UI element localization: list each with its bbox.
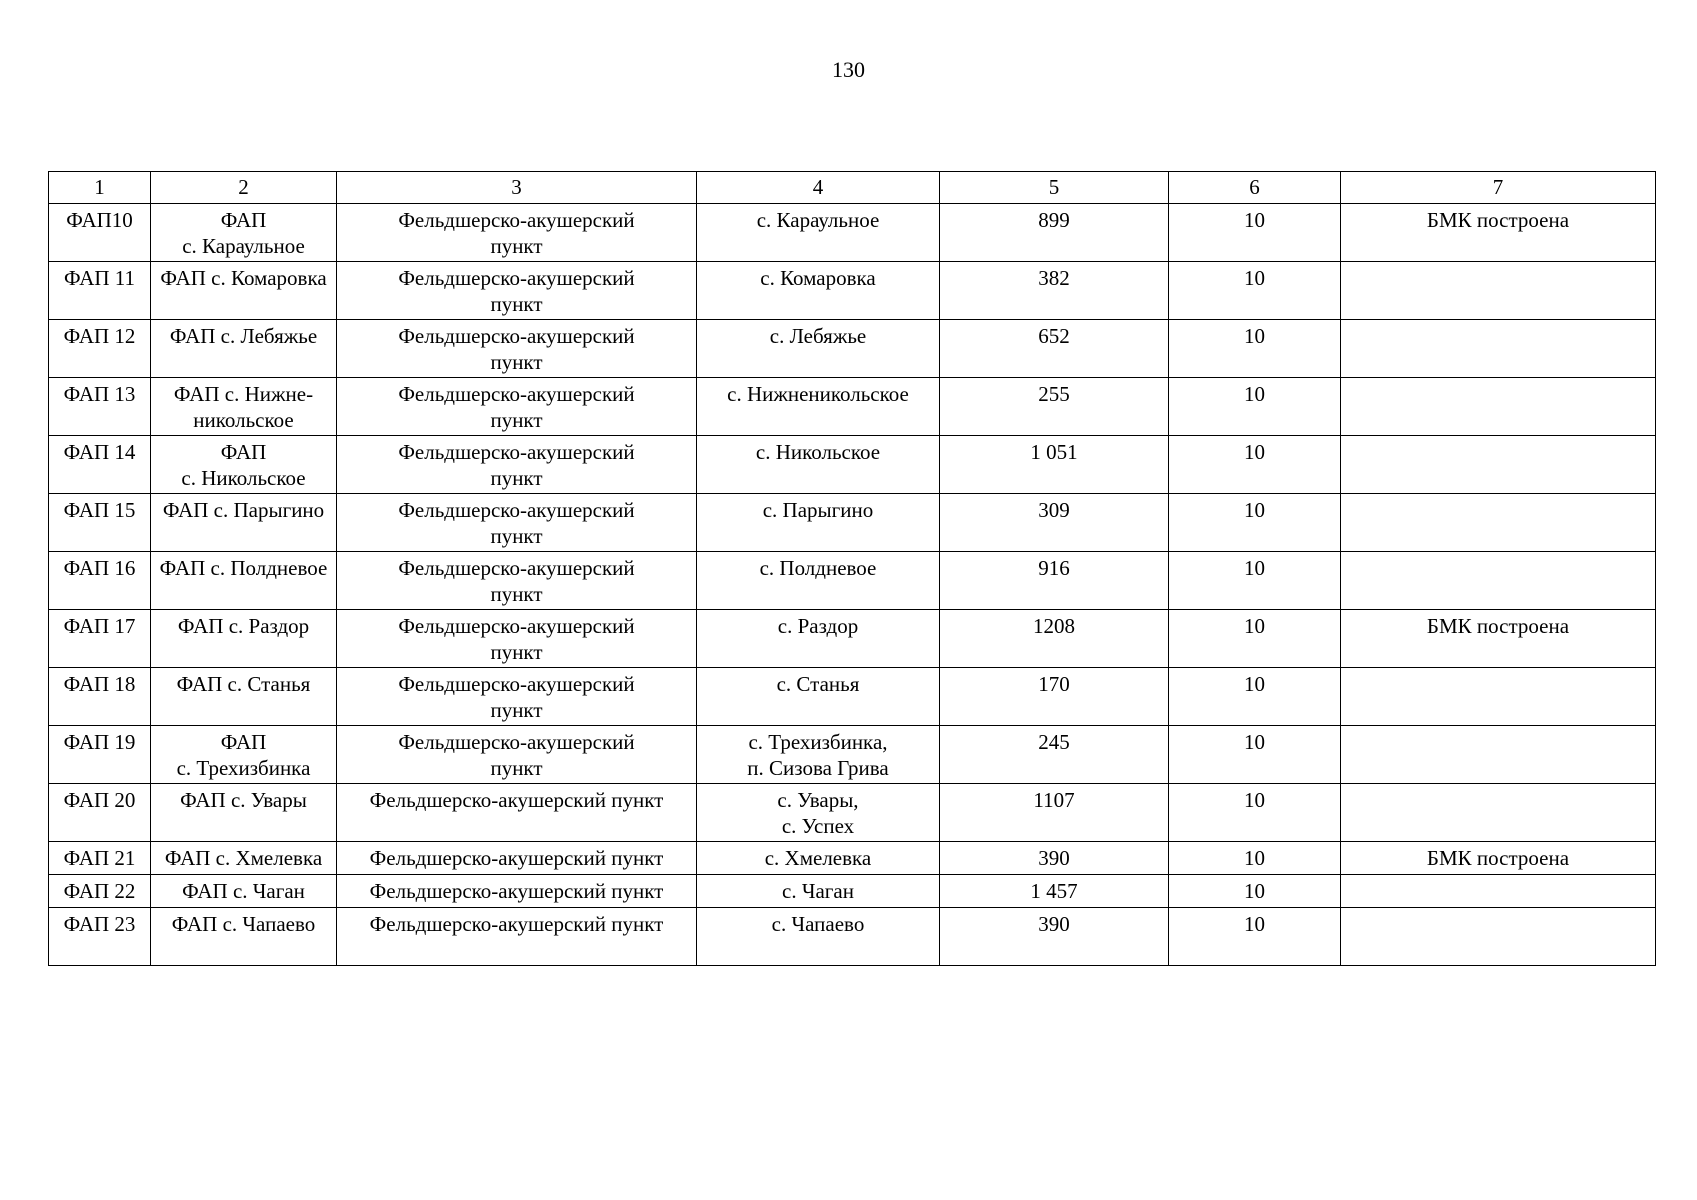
cell-line: Фельдшерско-акушерский <box>398 382 635 406</box>
cell-line: Фельдшерско-акушерский <box>398 730 635 754</box>
value-cell: 10 <box>1169 204 1341 262</box>
cell-line: с. Никольское <box>181 466 306 490</box>
population-cell: 916 <box>940 552 1169 610</box>
table-row <box>49 668 1656 726</box>
settlement-cell <box>697 204 940 262</box>
facility-code-cell: ФАП 21 <box>49 842 151 875</box>
population-cell: 390 <box>940 842 1169 875</box>
table-row <box>49 842 1656 875</box>
facility-name-cell <box>151 875 337 908</box>
cell-line: ФАП с. Парыгино <box>162 498 325 522</box>
population-cell: 170 <box>940 668 1169 726</box>
population-cell: 652 <box>940 320 1169 378</box>
settlement-cell <box>697 668 940 726</box>
settlement-cell <box>697 552 940 610</box>
table-row <box>49 262 1656 320</box>
column-header: 7 <box>1341 172 1656 204</box>
cell-line: Фельдшерско-акушерский <box>398 556 635 580</box>
note-cell <box>1341 436 1656 494</box>
population-cell: 309 <box>940 494 1169 552</box>
column-header: 3 <box>337 172 697 204</box>
facility-type-cell <box>337 784 697 842</box>
page-number: 130 <box>832 57 865 82</box>
facility-code-cell: ФАП 18 <box>49 668 151 726</box>
cell-line: ФАП с. Станья <box>176 672 311 696</box>
value-cell: 10 <box>1169 908 1341 966</box>
cell-line: пункт <box>490 756 543 780</box>
table-row <box>49 436 1656 494</box>
cell-line: ФАП с. Полдневое <box>159 556 328 580</box>
settlement-cell <box>697 320 940 378</box>
facility-name-cell <box>151 842 337 875</box>
settlement-cell <box>697 842 940 875</box>
cell-line: пункт <box>490 408 543 432</box>
facility-type-cell <box>337 668 697 726</box>
cell-line: ФАП <box>220 440 267 464</box>
value-cell: 10 <box>1169 726 1341 784</box>
cell-line: ФАП с. Чаган <box>182 879 305 903</box>
facility-name-cell <box>151 320 337 378</box>
note-cell <box>1341 552 1656 610</box>
cell-line: Фельдшерско-акушерский <box>398 672 635 696</box>
cell-line: с. Полдневое <box>759 556 877 580</box>
facilities-table <box>48 171 1656 966</box>
cell-line: пункт <box>490 698 543 722</box>
column-header: 2 <box>151 172 337 204</box>
settlement-cell <box>697 784 940 842</box>
cell-line: пункт <box>490 640 543 664</box>
cell-line: с. Караульное <box>182 234 305 258</box>
cell-line: Фельдшерско-акушерский <box>398 614 635 638</box>
note-cell <box>1341 668 1656 726</box>
facility-code-cell: ФАП 19 <box>49 726 151 784</box>
cell-line: п. Сизова Грива <box>747 756 889 780</box>
population-cell: 899 <box>940 204 1169 262</box>
facility-type-cell <box>337 875 697 908</box>
cell-line: пункт <box>490 292 543 316</box>
note-cell <box>1341 262 1656 320</box>
cell-line: с. Увары, <box>777 788 859 812</box>
value-cell: 10 <box>1169 436 1341 494</box>
facility-code-cell: ФАП10 <box>49 204 151 262</box>
note-cell <box>1341 320 1656 378</box>
cell-line: с. Раздор <box>777 614 859 638</box>
cell-line: с. Никольское <box>755 440 881 464</box>
cell-line: ФАП с. Комаровка <box>160 266 327 290</box>
settlement-cell <box>697 908 940 966</box>
note-cell <box>1341 494 1656 552</box>
note-cell <box>1341 908 1656 966</box>
facility-name-cell <box>151 726 337 784</box>
cell-line: с. Станья <box>776 672 860 696</box>
facility-name-cell <box>151 262 337 320</box>
cell-line: с. Успех <box>781 814 855 838</box>
facility-code-cell: ФАП 22 <box>49 875 151 908</box>
facility-type-cell <box>337 262 697 320</box>
facility-type-cell <box>337 842 697 875</box>
column-header: 1 <box>49 172 151 204</box>
facility-type-cell <box>337 610 697 668</box>
population-cell: 390 <box>940 908 1169 966</box>
facility-name-cell <box>151 908 337 966</box>
value-cell: 10 <box>1169 668 1341 726</box>
settlement-cell <box>697 875 940 908</box>
settlement-cell <box>697 726 940 784</box>
value-cell: 10 <box>1169 784 1341 842</box>
cell-line: пункт <box>490 524 543 548</box>
cell-line: ФАП с. Раздор <box>177 614 310 638</box>
facility-code-cell: ФАП 20 <box>49 784 151 842</box>
cell-line: с. Хмелевка <box>764 846 872 870</box>
settlement-cell <box>697 494 940 552</box>
population-cell: 1 457 <box>940 875 1169 908</box>
value-cell: 10 <box>1169 378 1341 436</box>
table-header-row <box>49 172 1656 204</box>
cell-line: пункт <box>490 234 543 258</box>
cell-line: Фельдшерско-акушерский <box>398 498 635 522</box>
facility-code-cell: ФАП 11 <box>49 262 151 320</box>
value-cell: 10 <box>1169 262 1341 320</box>
facility-type-cell <box>337 436 697 494</box>
column-header: 4 <box>697 172 940 204</box>
cell-line: ФАП с. Лебяжье <box>169 324 318 348</box>
facility-code-cell: ФАП 23 <box>49 908 151 966</box>
facility-type-cell <box>337 552 697 610</box>
note-cell: БМК построена <box>1341 842 1656 875</box>
facility-code-cell: ФАП 15 <box>49 494 151 552</box>
note-cell: БМК построена <box>1341 610 1656 668</box>
column-header: 6 <box>1169 172 1341 204</box>
cell-line: Фельдшерско-акушерский пункт <box>369 788 664 812</box>
cell-line: с. Трехизбинка, <box>748 730 888 754</box>
cell-line: ФАП <box>220 208 267 232</box>
cell-line: Фельдшерско-акушерский <box>398 324 635 348</box>
note-cell <box>1341 784 1656 842</box>
facility-type-cell <box>337 908 697 966</box>
value-cell: 10 <box>1169 875 1341 908</box>
facility-name-cell <box>151 378 337 436</box>
table-row <box>49 610 1656 668</box>
cell-line: с. Караульное <box>756 208 880 232</box>
facility-type-cell <box>337 378 697 436</box>
table-row <box>49 908 1656 966</box>
cell-line: Фельдшерско-акушерский пункт <box>369 879 664 903</box>
facility-type-cell <box>337 726 697 784</box>
population-cell: 382 <box>940 262 1169 320</box>
cell-line: ФАП с. Увары <box>180 788 307 812</box>
facility-code-cell: ФАП 16 <box>49 552 151 610</box>
table-row <box>49 320 1656 378</box>
value-cell: 10 <box>1169 842 1341 875</box>
cell-line: ФАП с. Хмелевка <box>164 846 323 870</box>
note-cell <box>1341 726 1656 784</box>
facility-name-cell <box>151 668 337 726</box>
cell-line: с. Нижненикольское <box>727 382 909 406</box>
table-row <box>49 784 1656 842</box>
facility-name-cell <box>151 784 337 842</box>
table-row <box>49 204 1656 262</box>
table-row <box>49 552 1656 610</box>
note-cell: БМК построена <box>1341 204 1656 262</box>
cell-line: Фельдшерско-акушерский пункт <box>369 846 664 870</box>
cell-line: Фельдшерско-акушерский <box>398 440 635 464</box>
cell-line: пункт <box>490 466 543 490</box>
facility-type-cell <box>337 204 697 262</box>
table-row <box>49 875 1656 908</box>
cell-line: пункт <box>490 350 543 374</box>
cell-line: с. Трехизбинка <box>176 756 311 780</box>
cell-line: ФАП <box>220 730 267 754</box>
cell-line: с. Чаган <box>782 879 854 903</box>
facility-name-cell <box>151 552 337 610</box>
note-cell <box>1341 875 1656 908</box>
cell-line: ФАП с. Чапаево <box>171 912 316 936</box>
facility-name-cell <box>151 204 337 262</box>
facility-code-cell: ФАП 13 <box>49 378 151 436</box>
cell-line: никольское <box>193 408 294 432</box>
cell-line: ФАП с. Нижне- <box>173 382 314 406</box>
value-cell: 10 <box>1169 494 1341 552</box>
facility-code-cell: ФАП 17 <box>49 610 151 668</box>
table-row <box>49 726 1656 784</box>
facility-code-cell: ФАП 12 <box>49 320 151 378</box>
settlement-cell <box>697 436 940 494</box>
population-cell: 1208 <box>940 610 1169 668</box>
value-cell: 10 <box>1169 320 1341 378</box>
settlement-cell <box>697 610 940 668</box>
cell-line: пункт <box>490 582 543 606</box>
cell-line: с. Парыгино <box>762 498 874 522</box>
column-header: 5 <box>940 172 1169 204</box>
cell-line: с. Комаровка <box>760 266 876 290</box>
settlement-cell <box>697 378 940 436</box>
facility-type-cell <box>337 494 697 552</box>
population-cell: 1 051 <box>940 436 1169 494</box>
population-cell: 1107 <box>940 784 1169 842</box>
cell-line: с. Лебяжье <box>769 324 867 348</box>
facility-name-cell <box>151 494 337 552</box>
facility-type-cell <box>337 320 697 378</box>
cell-line: Фельдшерско-акушерский пункт <box>369 912 664 936</box>
facility-code-cell: ФАП 14 <box>49 436 151 494</box>
population-cell: 255 <box>940 378 1169 436</box>
note-cell <box>1341 378 1656 436</box>
value-cell: 10 <box>1169 552 1341 610</box>
population-cell: 245 <box>940 726 1169 784</box>
cell-line: с. Чапаево <box>771 912 865 936</box>
table-row <box>49 378 1656 436</box>
cell-line: Фельдшерско-акушерский <box>398 208 635 232</box>
facility-name-cell <box>151 610 337 668</box>
facility-name-cell <box>151 436 337 494</box>
cell-line: Фельдшерско-акушерский <box>398 266 635 290</box>
value-cell: 10 <box>1169 610 1341 668</box>
table-row <box>49 494 1656 552</box>
settlement-cell <box>697 262 940 320</box>
